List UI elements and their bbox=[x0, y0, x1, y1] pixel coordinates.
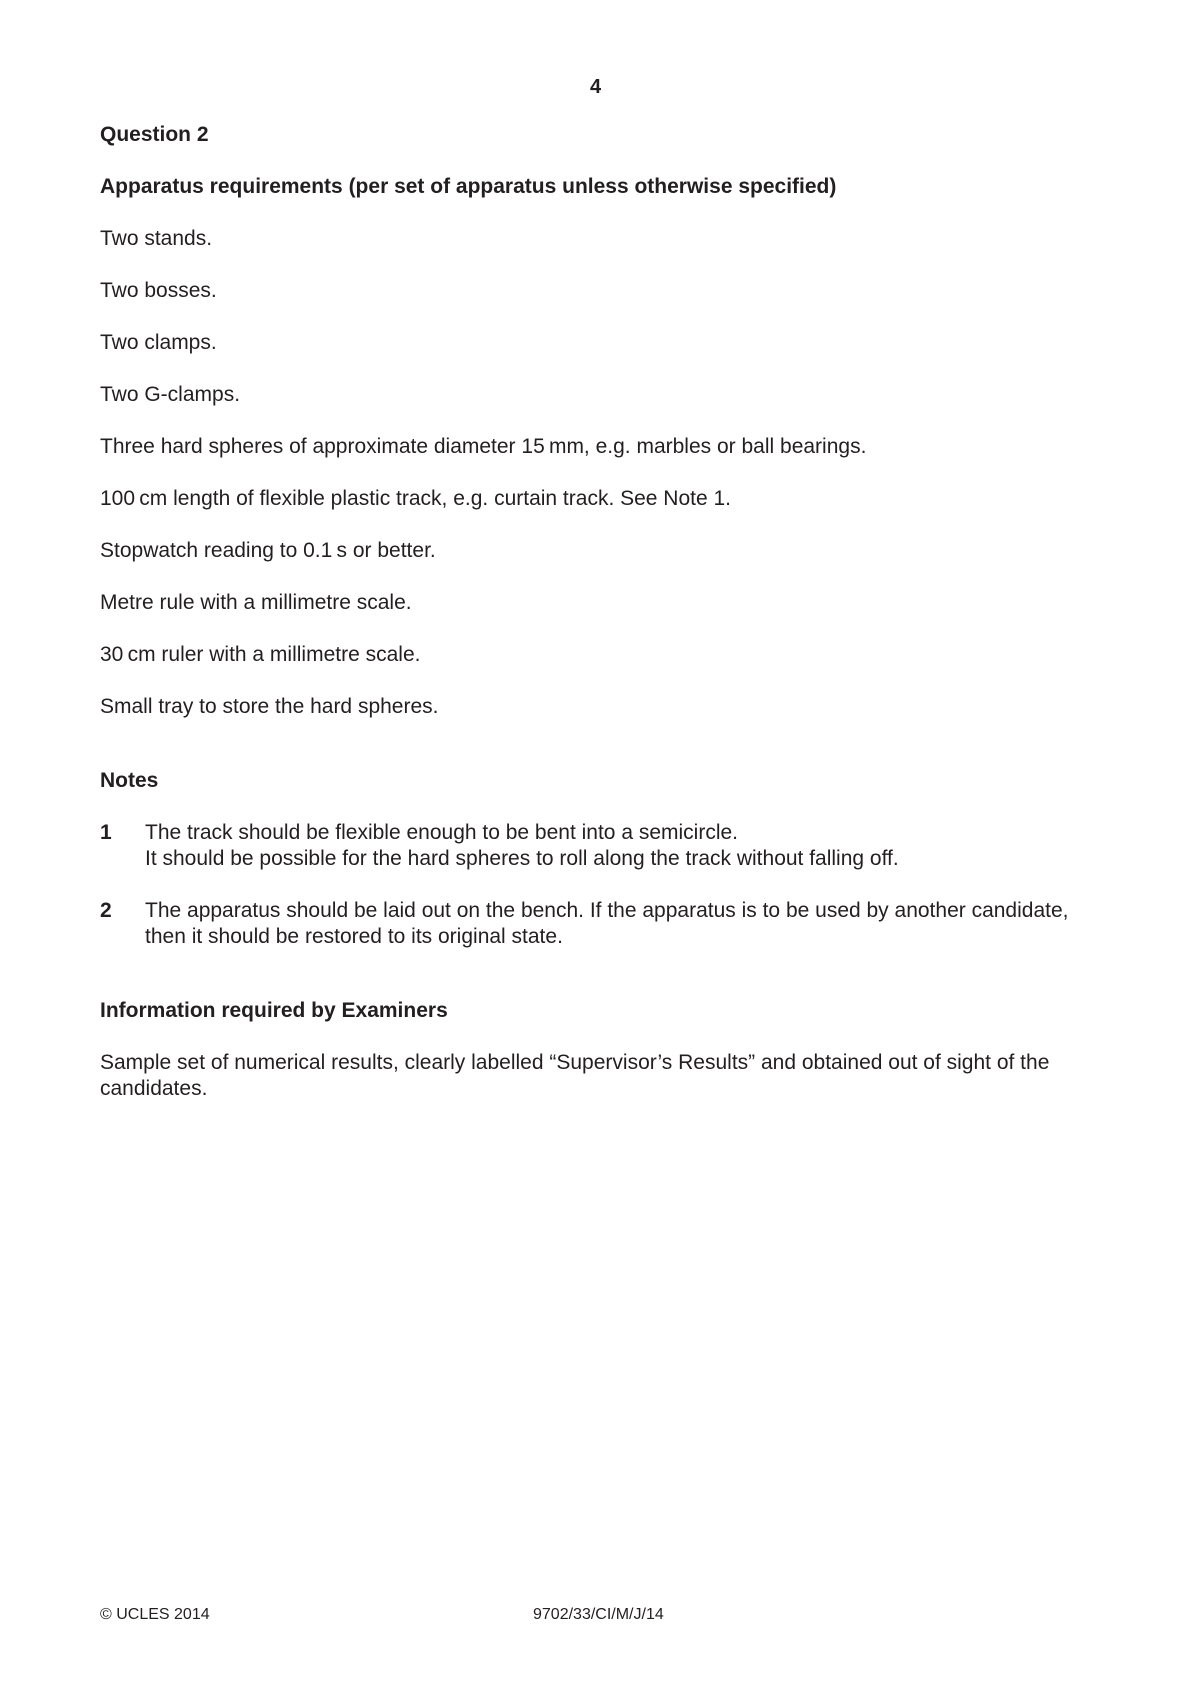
apparatus-item: 30 cm ruler with a millimetre scale. bbox=[100, 643, 421, 666]
notes-title: Notes bbox=[100, 769, 159, 792]
apparatus-title: Apparatus requirements (per set of apparatus unless otherwise specified) bbox=[100, 175, 837, 198]
note-body bbox=[145, 820, 899, 872]
apparatus-item: Two G-clamps. bbox=[100, 383, 241, 406]
page-number: 4 bbox=[589, 76, 602, 98]
apparatus-list bbox=[100, 226, 1100, 720]
apparatus-item: Metre rule with a millimetre scale. bbox=[100, 591, 412, 614]
info-title: Information required by Examiners bbox=[100, 999, 448, 1022]
apparatus-item: Three hard spheres of approximate diameter 15 mm, e.g. marbles or ball bearings. bbox=[100, 435, 867, 458]
footer-code: 9702/33/CI/M/J/14 bbox=[533, 1606, 664, 1623]
note-item bbox=[100, 820, 1100, 872]
apparatus-item: Stopwatch reading to 0.1 s or better. bbox=[100, 539, 436, 562]
apparatus-item: Two clamps. bbox=[100, 331, 217, 354]
apparatus-item: Two stands. bbox=[100, 227, 213, 250]
note-body bbox=[145, 898, 1100, 950]
note-line: The track should be flexible enough to be bent into a semicircle. bbox=[145, 821, 739, 844]
apparatus-item: 100 cm length of flexible plastic track, e.g. curtain track. See Note 1. bbox=[100, 487, 732, 510]
apparatus-item: Small tray to store the hard spheres. bbox=[100, 695, 439, 718]
note-line: It should be possible for the hard spheres to roll along the track without falling off. bbox=[145, 847, 899, 870]
document-body bbox=[100, 122, 1100, 1102]
footer-copyright: © UCLES 2014 bbox=[100, 1606, 210, 1623]
question-title: Question 2 bbox=[100, 123, 209, 146]
note-item bbox=[100, 898, 1100, 950]
note-number: 2 bbox=[100, 899, 112, 922]
apparatus-item: Two bosses. bbox=[100, 279, 217, 302]
info-text: Sample set of numerical results, clearly labelled “Supervisor’s Results” and obtained out of sight of the candidates. bbox=[100, 1051, 1050, 1100]
note-number: 1 bbox=[100, 821, 112, 844]
note-line: The apparatus should be laid out on the bench. If the apparatus is to be used by another candidate, then it should be restored to its original state. bbox=[145, 899, 1069, 948]
